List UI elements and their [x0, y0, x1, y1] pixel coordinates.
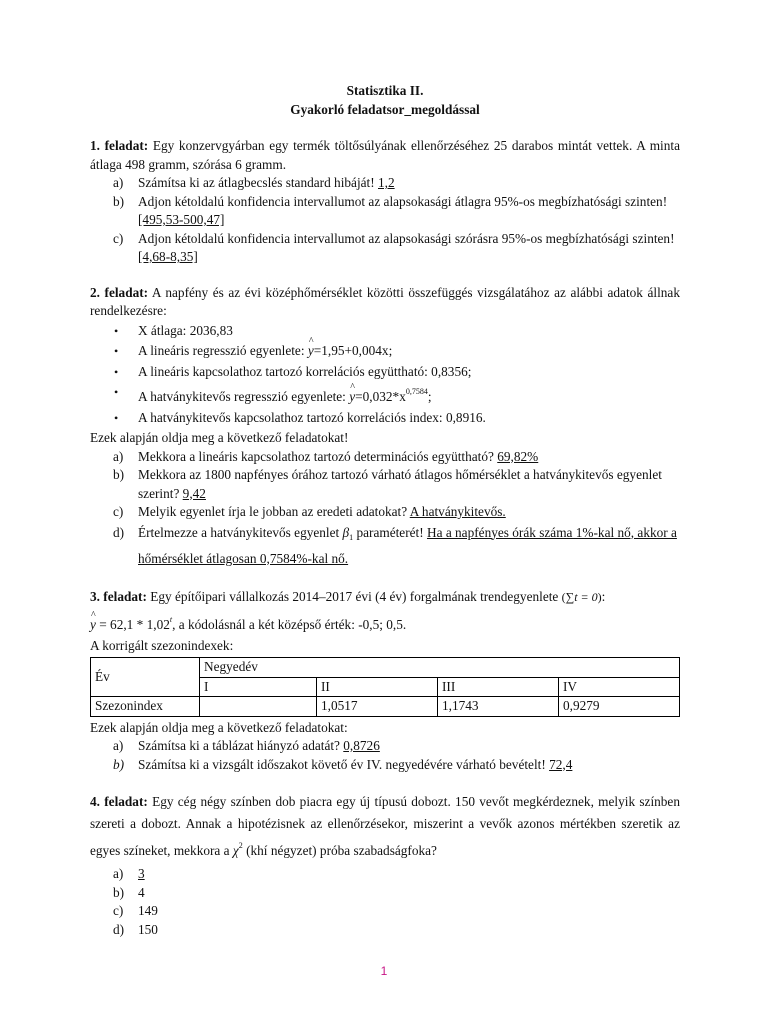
bullet-text: A lineáris regresszió egyenlete:: [138, 343, 308, 358]
header-year: Év: [91, 658, 200, 697]
bullet-icon: •: [114, 344, 119, 358]
subtask-answer: Ha a napfényes órák száma 1%-kal nő, akkor a hőmérséklet átlagosan 0,7584%-kal nő.: [138, 524, 677, 566]
document-subtitle: Gyakorló feladatsor_megoldással: [290, 101, 480, 117]
y-hat-symbol: ^ y: [308, 342, 314, 361]
option-marker: a): [113, 866, 124, 881]
task-1-subtask-b: [90, 193, 680, 230]
y-hat-symbol: ^ y: [90, 613, 96, 637]
subtask-text: Számítsa ki az átlagbecslés standard hibáját!: [138, 175, 378, 190]
task-2-subtask-a: [90, 448, 680, 467]
document-page: [90, 82, 680, 956]
task-2-subtasks: [90, 448, 680, 569]
task-4-label: 4. feladat:: [90, 794, 148, 809]
option-c: [90, 902, 680, 921]
bullet-item: [90, 383, 680, 407]
header-quarter: Negyedév: [200, 658, 680, 678]
option-value: 149: [138, 903, 158, 918]
task-3-label: 3. feladat:: [90, 588, 147, 604]
subtask-text: Számítsa ki a vizsgált időszakot követő év IV. negyedévére várható bevételt!: [138, 756, 550, 772]
bullet-icon: •: [114, 364, 119, 379]
subtask-answer: 1,2: [378, 175, 395, 190]
subtask-text: Mekkora a lineáris kapcsolathoz tartozó determinációs együttható?: [138, 448, 498, 464]
table-header-row: [91, 658, 680, 678]
subtask-answer: 72,4: [549, 756, 573, 772]
subtask-marker: a): [113, 175, 124, 190]
task-2-text: A napfény és az évi középhőmérséklet közötti összefüggés vizsgálatához az alábbi adatok állnak rendelkezésre:: [90, 284, 680, 318]
task-2-lead: Ezek alapján oldja meg a következő feladatokat!: [90, 430, 349, 445]
subtask-marker: b): [113, 193, 125, 209]
bullet-item: [90, 322, 680, 341]
subtask-answer: 0,8726: [343, 738, 380, 753]
option-value-correct: 3: [138, 866, 145, 881]
task-4-text-end: (khí négyzet) próba szabadságfoka?: [242, 843, 437, 858]
bullet-text: A hatványkitevős regresszió egyenlete:: [138, 389, 350, 404]
equation-end: ;: [427, 389, 432, 404]
beta-symbol: β: [342, 524, 350, 540]
task-3-text: Egy építőipari vállalkozás 2014–2017 évi (4 év) forgalmának trendegyenlete: [146, 588, 562, 604]
option-marker: c): [113, 903, 124, 918]
option-value: 150: [138, 921, 158, 937]
bullet-item: [90, 342, 680, 361]
equation-text: =0,032*x: [355, 389, 406, 404]
task-4-statement: [90, 791, 680, 862]
subtask-text: Melyik egyenlet írja le jobban az eredeti adatokat?: [138, 504, 410, 519]
task-2-label: 2. feladat:: [90, 284, 149, 300]
quarter-cell: I: [200, 677, 317, 697]
quarter-cell: III: [438, 677, 559, 697]
sum-expression: ∑t = 0: [565, 589, 598, 604]
bullet-icon: •: [114, 385, 119, 399]
sum-condition: (∑t = 0): [561, 589, 602, 604]
bullet-item: [90, 409, 680, 428]
bullet-text: X átlaga: 2036,83: [138, 322, 233, 338]
task-1-label: 1. feladat:: [90, 138, 149, 153]
table-cell: 1,0517: [317, 697, 438, 717]
task-2: [90, 284, 680, 569]
row-label: Szezonindex: [91, 697, 200, 717]
option-marker: b): [113, 884, 125, 900]
task-2-statement: [90, 284, 680, 321]
subtask-marker: a): [113, 738, 124, 753]
task-1-statement: [90, 137, 680, 174]
page-number: 1: [380, 964, 388, 978]
bullet-icon: •: [114, 323, 119, 338]
task-3: [90, 586, 680, 775]
table-cell: 1,1743: [438, 697, 559, 717]
task-2-data-list: [90, 322, 680, 428]
table-caption: A korrigált szezonindexek:: [90, 637, 234, 653]
subtask-text: Adjon kétoldalú konfidencia intervallumot az alapsokasági átlagra 95%-os megbízhatósági szinten!: [138, 193, 668, 209]
task-4-options: [90, 865, 680, 939]
equation-text: =1,95+0,004x;: [313, 343, 393, 358]
task-1: [90, 137, 680, 267]
subtask-text: Számítsa ki a táblázat hiányzó adatát?: [138, 738, 344, 753]
subtask-marker: b): [113, 756, 125, 772]
subtask-marker: c): [113, 230, 124, 246]
subtask-marker: b): [113, 467, 125, 482]
option-value: 4: [138, 884, 145, 900]
table-cell: [200, 697, 317, 717]
subtask-answer: [495,53-500,47]: [138, 212, 225, 227]
chi-symbol: χ: [232, 843, 239, 858]
y-hat-symbol: ^ y: [349, 388, 355, 407]
subtask-text: Adjon kétoldalú konfidencia intervallumot az alapsokasági szórásra 95%-os megbízhatósági szinten!: [138, 230, 675, 246]
bullet-text: A hatványkitevős kapcsolathoz tartozó korrelációs index: 0,8916.: [138, 409, 486, 425]
table-cell: 0,9279: [559, 697, 680, 717]
bullet-item: [90, 363, 680, 382]
task-4-text: Egy cég négy színben dob piacra egy új típusú dobozt. 150 vevőt megkérdeznek, melyik színben szereti a dobozt. Annak a hipotézisnek az ellenőrzésekor, miszerint a vevők azonos mértékben szeretik az egyes színeket, mekkora a: [90, 794, 680, 858]
option-a: [90, 865, 680, 884]
task-2-subtask-d: [90, 522, 680, 569]
task-1-text: Egy konzervgyárban egy termék töltősúlyának ellenőrzéséhez 25 darabos mintát vettek. A minta átlaga 498 gramm, szórása 6 gramm.: [90, 138, 680, 172]
subtask-text: Mekkora az 1800 napfényes órához tartozó várható átlagos hőmérséklet a hatványkitevős egyenlet szerint?: [138, 467, 662, 501]
task-3-subtask-a: [90, 737, 680, 756]
bullet-text: A lineáris kapcsolathoz tartozó korrelációs együttható: 0,8356;: [138, 363, 472, 379]
subtask-marker: d): [113, 524, 125, 540]
subtask-answer: 69,82%: [497, 448, 539, 464]
task-4: [90, 791, 680, 939]
exponent: t: [169, 614, 173, 624]
document-title: Statisztika II.: [346, 83, 424, 98]
colon: :: [601, 588, 606, 604]
table-row: [91, 697, 680, 717]
equation-text: = 62,1 * 1,02: [95, 616, 170, 632]
beta-subscript: 1: [349, 532, 354, 542]
task-1-subtask-c: [90, 230, 680, 267]
subtask-text: paraméterét!: [353, 524, 427, 540]
subtask-marker: a): [113, 448, 124, 464]
quarter-cell: IV: [559, 677, 680, 697]
task-2-subtask-b: [90, 466, 680, 503]
seasonal-index-table: [90, 657, 680, 717]
task-3-subtasks: [90, 737, 680, 774]
task-3-lead: Ezek alapján oldja meg a következő feladatokat:: [90, 719, 348, 735]
task-3-subtask-b: [90, 756, 680, 775]
subtask-marker: c): [113, 504, 124, 519]
task-1-subtasks: [90, 174, 680, 267]
task-2-subtask-c: [90, 503, 680, 522]
exponent: 0,7584: [405, 387, 428, 396]
option-marker: d): [113, 921, 125, 937]
subtask-answer: A hatványkitevős.: [409, 504, 506, 519]
subtask-answer: [4,68-8,35]: [138, 249, 198, 264]
task-1-subtask-a: [90, 174, 680, 193]
task-3-equation: [90, 608, 680, 637]
subtask-text: Értelmezze a hatványkitevős egyenlet: [138, 524, 343, 540]
task-3-statement: [90, 586, 680, 608]
equation-tail: , a kódolásnál a két középső érték: -0,5; 0,5.: [172, 616, 407, 632]
option-b: [90, 884, 680, 903]
option-d: [90, 921, 680, 940]
chi-exponent: 2: [238, 841, 243, 850]
bullet-icon: •: [114, 410, 119, 425]
quarter-cell: II: [317, 677, 438, 697]
subtask-answer: 9,42: [182, 485, 206, 501]
